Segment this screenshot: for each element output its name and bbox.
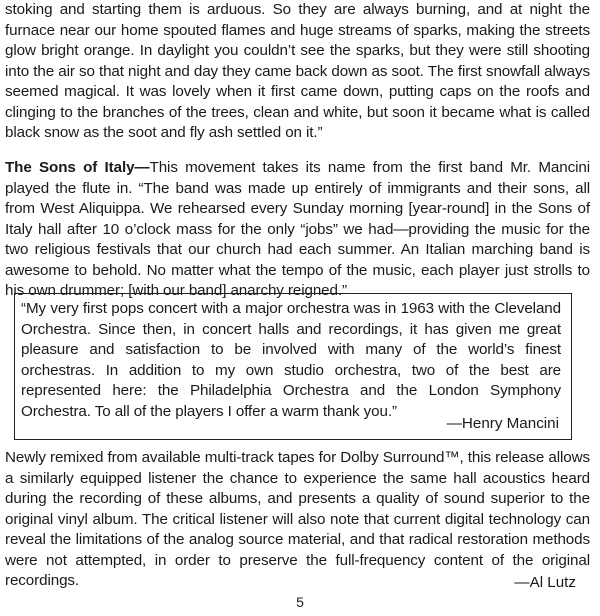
- section-heading-sons-of-italy: The Sons of Italy—: [5, 159, 150, 176]
- paragraph-sons-of-italy-body: This movement takes its name from the first band Mr. Mancini played the flute in. “The band was made up entirely of immigrants and their sons, all from West Aliquippa. We rehearsed every Sunday morning [year-round] in the Sons of Italy hall after 10 o’clock mass for the only “jobs” we had—providing the music for the two religious festivals that our church had each summer. An Italian marching band is awesome to behold. No matter what the tempo of the music, each player just strolls to his own drummer; [with our band] anarchy reigned.”: [5, 159, 590, 299]
- mancini-quote-text: “My very first pops concert with a major orchestra was in 1963 with the Cleveland Orchestra. Since then, in concert halls and recordings, it has given me great pleasure and satisfaction to be involved with many of the world’s finest orchestras. In addition to my own studio orchestra, two of the best are represented here: the Philadelphia Orchestra and the London Symphony Orchestra. To all of the players I offer a warm thank you.”: [21, 300, 561, 420]
- author-attribution: —Al Lutz: [514, 574, 576, 591]
- mancini-quote-box: [14, 293, 572, 440]
- paragraph-dolby-remix: Newly remixed from available multi-track tapes for Dolby Surround™, this release allows a similarly equipped listener the chance to experience the same hall acoustics heard during the recording of these albums, and presents a quality of sound superior to the original vinyl album. The critical listener will also note that current digital technology can reveal the limitations of the analog source material, and that radical restoration methods were not attempted, in order to preserve the full-frequency content of the original recordings.: [5, 449, 590, 589]
- paragraph-sons-of-italy: [5, 158, 590, 302]
- paragraph-soot-snow: stoking and starting them is arduous. So they are always burning, and at night the furnace near our home spouted flames and huge streams of sparks, making the streets glow bright orange. In daylight you couldn’t see the sparks, but they were still shooting into the air so that night and day they came back down as soot. The first snowfall always seemed magical. It was lovely when it first came down, putting caps on the roofs and clinging to the branches of the trees, clean and white, but soon it became what is called black snow as the soot and fly ash settled on it.”: [5, 1, 590, 141]
- mancini-quote-attribution: —Henry Mancini: [446, 415, 559, 432]
- page-number: 5: [296, 594, 304, 610]
